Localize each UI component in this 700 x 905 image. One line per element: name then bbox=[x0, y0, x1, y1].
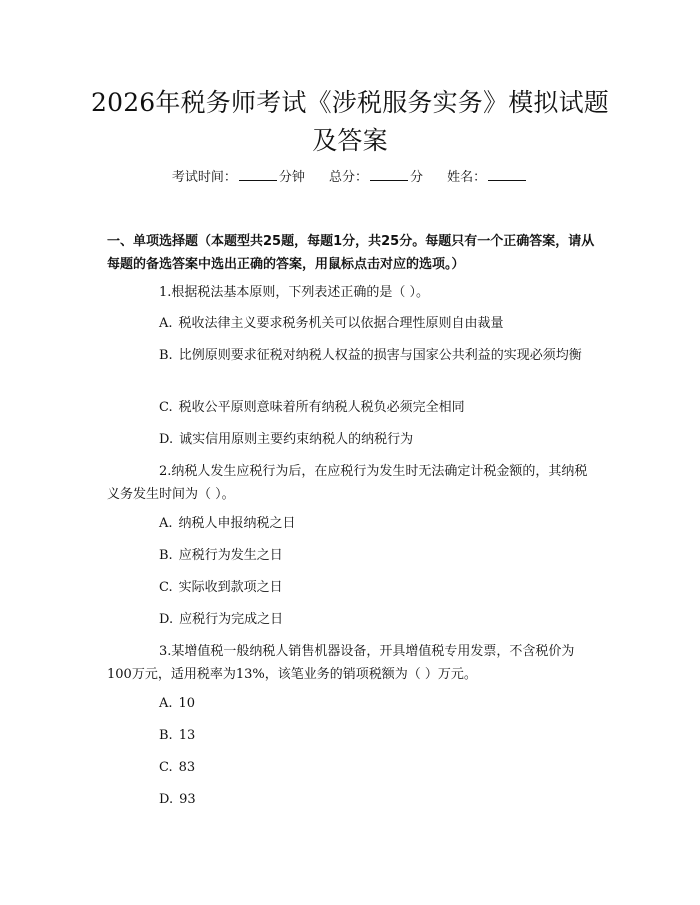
option-text: 税收法律主义要求税务机关可以依据合理性原则自由裁量 bbox=[178, 316, 504, 331]
question-2-option-c[interactable] bbox=[107, 576, 595, 599]
option-label: C. bbox=[159, 760, 173, 775]
option-text: 税收公平原则意味着所有纳税人税负必须完全相同 bbox=[178, 400, 465, 415]
option-label: A. bbox=[159, 516, 173, 531]
question-3-stem bbox=[107, 640, 595, 686]
exam-time-unit: 分钟 bbox=[278, 170, 305, 185]
option-text: 13 bbox=[178, 728, 196, 743]
question-3-number: 3. bbox=[159, 644, 172, 659]
option-label: D. bbox=[159, 612, 174, 627]
option-label: C. bbox=[159, 400, 173, 415]
total-score-blank bbox=[370, 168, 408, 181]
question-1-stem bbox=[107, 281, 595, 304]
question-3-option-a[interactable] bbox=[107, 692, 595, 715]
option-label: B. bbox=[159, 548, 173, 563]
option-text: 纳税人申报纳税之日 bbox=[178, 516, 296, 531]
document-title: 2026年税务师考试《涉税服务实务》模拟试题及答案 bbox=[90, 88, 610, 155]
question-2-text: 纳税人发生应税行为后，在应税行为发生时无法确定计税金额的，其纳税义务发生时间为（ ）。 bbox=[107, 464, 588, 502]
option-text: 实际收到款项之日 bbox=[178, 580, 283, 595]
question-3-option-b[interactable] bbox=[107, 724, 595, 747]
name-blank bbox=[488, 168, 526, 181]
question-2-stem bbox=[107, 460, 595, 506]
question-2-option-a[interactable] bbox=[107, 512, 595, 535]
exam-time-label: 考试时间： bbox=[171, 170, 237, 185]
question-1-option-b[interactable] bbox=[107, 344, 595, 367]
question-1-option-d[interactable] bbox=[107, 428, 595, 451]
option-label: D. bbox=[159, 792, 174, 807]
total-score-field bbox=[329, 168, 423, 188]
exam-time-field bbox=[172, 168, 305, 188]
name-label: 姓名： bbox=[447, 170, 487, 185]
question-2-number: 2. bbox=[159, 464, 172, 479]
question-3-text: 某增值税一般纳税人销售机器设备，开具增值税专用发票，不含税价为100万元，适用税率为13%，该笔业务的销项税额为（ ）万元。 bbox=[107, 644, 575, 682]
question-1-option-c[interactable] bbox=[107, 396, 595, 419]
exam-info-bar bbox=[0, 168, 700, 188]
question-1-text: 根据税法基本原则，下列表述正确的是（ ）。 bbox=[171, 285, 430, 300]
total-score-label: 总分： bbox=[328, 170, 368, 185]
option-text: 应税行为完成之日 bbox=[179, 612, 284, 627]
question-1-option-a[interactable] bbox=[107, 312, 595, 335]
option-label: A. bbox=[159, 696, 173, 711]
option-label: A. bbox=[159, 316, 173, 331]
option-text: 93 bbox=[179, 792, 196, 807]
option-text: 应税行为发生之日 bbox=[178, 548, 283, 563]
option-text: 83 bbox=[178, 760, 196, 775]
option-text: 比例原则要求征税对纳税人权益的损害与国家公共利益的实现必须均衡 bbox=[178, 348, 582, 363]
option-text: 10 bbox=[178, 696, 196, 711]
question-2-option-d[interactable] bbox=[107, 608, 595, 631]
question-3-option-c[interactable] bbox=[107, 756, 595, 779]
question-1-number: 1. bbox=[159, 285, 172, 300]
exam-time-blank bbox=[239, 168, 277, 181]
question-3-option-d[interactable] bbox=[107, 788, 595, 811]
section-heading: 一、单项选择题（本题型共25题，每题1分，共25分。每题只有一个正确答案，请从每题的备选答案中选出正确的答案，用鼠标点击对应的选项。） bbox=[107, 234, 595, 272]
option-label: B. bbox=[159, 728, 173, 743]
option-label: D. bbox=[159, 432, 174, 447]
question-2-option-b[interactable] bbox=[107, 544, 595, 567]
option-text: 诚实信用原则主要约束纳税人的纳税行为 bbox=[179, 432, 414, 447]
option-label: B. bbox=[159, 348, 173, 363]
name-field bbox=[447, 168, 528, 188]
total-score-unit: 分 bbox=[410, 170, 424, 185]
option-label: C. bbox=[159, 580, 173, 595]
